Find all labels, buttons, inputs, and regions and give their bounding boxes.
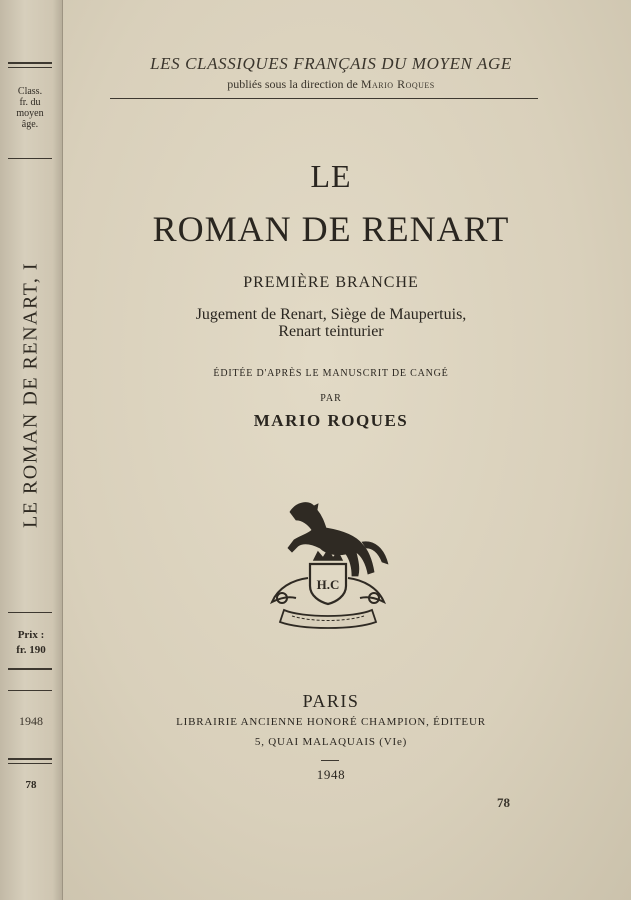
book-title-line1: LE (310, 158, 352, 194)
branche-heading: PREMIÈRE BRANCHE (243, 274, 419, 291)
spine-series-abbrev: Class. fr. du moyen âge. (16, 86, 44, 130)
spine-title: LE ROMAN DE RENART, I (19, 261, 42, 529)
publication-year: 1948 (316, 767, 346, 782)
series-director: publiés sous la direction de Mario Roques (227, 77, 435, 91)
by-label: PAR (320, 393, 342, 404)
cover-number: 78 (497, 795, 510, 810)
spine-volume-number: 78 (25, 779, 37, 791)
spine-rule (8, 763, 52, 764)
publisher-city: PARIS (302, 691, 360, 711)
header-rule (110, 98, 538, 99)
series-title: LES CLASSIQUES FRANÇAIS DU MOYEN AGE (150, 54, 512, 73)
spine-price: Prix : fr. 190 (16, 629, 46, 656)
publisher-name: LIBRAIRIE ANCIENNE HONORÉ CHAMPION, ÉDITEUR (176, 716, 486, 728)
book-spine (0, 0, 63, 900)
spine-rule (8, 758, 52, 760)
spine-rule (8, 158, 52, 159)
spine-rule (8, 668, 52, 670)
horse-crest-emblem-icon (262, 494, 397, 634)
spine-rule (8, 62, 52, 64)
front-cover (63, 0, 631, 900)
spine-rule (8, 690, 52, 691)
book-title-line2: ROMAN DE RENART (152, 209, 510, 249)
book-subtitle: Jugement de Renart, Siège de Maupertuis, Renart teinturier (195, 306, 467, 340)
year-rule (321, 760, 339, 761)
spine-rule (8, 67, 52, 68)
publisher-address: 5, QUAI MALAQUAIS (VIe) (254, 736, 408, 748)
editor-name: MARIO ROQUES (253, 411, 409, 430)
emblem-monogram: H.C (316, 577, 340, 592)
spine-year: 1948 (19, 714, 43, 728)
spine-rule (8, 612, 52, 613)
edition-note: ÉDITÉE D'APRÈS LE MANUSCRIT DE CANGÉ (213, 368, 449, 379)
